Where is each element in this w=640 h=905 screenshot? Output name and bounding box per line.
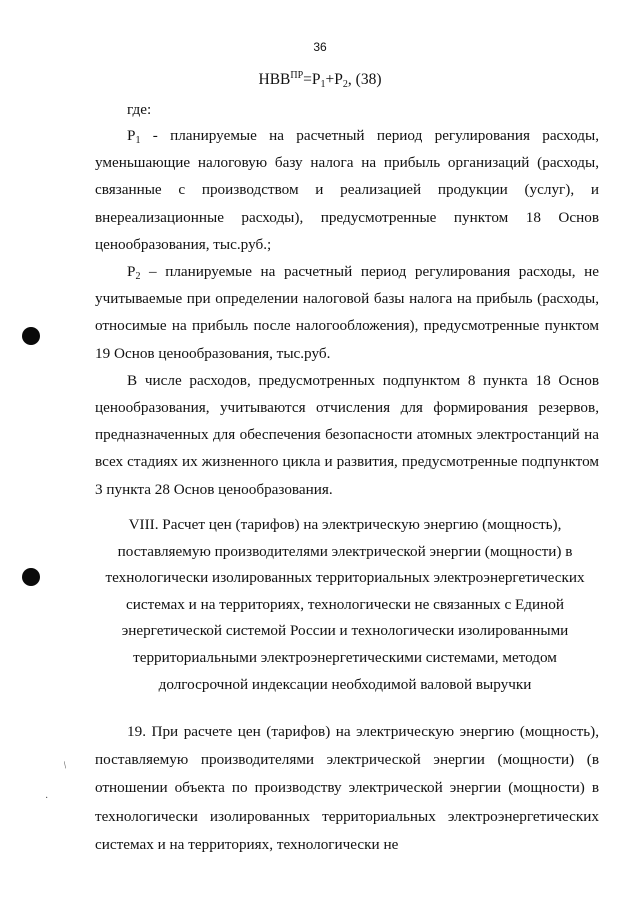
heading-line: VIII. Расчет цен (тарифов) на электрическую энергию (мощность), xyxy=(128,516,562,533)
p2-text: – планируемые на расчетный период регулирования расходы, не учитываемые при определении налоговой базы налога на прибыль (расходы, относимые на прибыль после налогообложения), предусмотренные пунктом 19 Основ ценообразования, тыс.руб. xyxy=(95,263,599,362)
p2-symbol: P xyxy=(127,263,136,281)
formula-38 xyxy=(0,70,640,90)
p2-subscript: 2 xyxy=(135,271,141,283)
definitions-block xyxy=(95,122,599,503)
p1-subscript: 1 xyxy=(135,135,141,146)
formula-eq: =P xyxy=(303,71,321,88)
paragraph-19-block xyxy=(95,718,599,859)
heading-line: системах и на территориях, технологически не связанных с Единой xyxy=(126,595,564,613)
formula-lhs: НВВ xyxy=(258,71,291,88)
punch-hole xyxy=(22,327,40,345)
formula-sub-2: 2 xyxy=(342,79,348,90)
section-heading-viii xyxy=(80,512,610,698)
heading-line: поставляемую производителями электрической энергии (мощности) в xyxy=(117,542,573,560)
paragraph-p1 xyxy=(95,122,599,258)
scan-artifact-mark: / xyxy=(61,760,70,771)
paragraph-reserves: В числе расходов, предусмотренных подпунктом 8 пункта 18 Основ ценообразования, учитываются отчисления для формирования резервов, предназначенных для обеспечения безопасности атомных электростанций на всех стадиях их жизненного цикла и развития, предусмотренные подпунктом 3 пункта 28 Основ ценообразования. xyxy=(95,371,599,498)
paragraph-p2 xyxy=(95,258,599,367)
scan-artifact-mark: · xyxy=(45,793,49,804)
where-label-block xyxy=(95,96,599,123)
punch-hole xyxy=(22,568,40,586)
p1-symbol: P xyxy=(127,127,136,144)
page-number: 36 xyxy=(313,40,327,54)
paragraph-19: 19. При расчете цен (тарифов) на электрическую энергию (мощность), поставляемую производителями электрической энергии (мощности) (в отношении объекта по производству электрической энергии (мощности) в технологически изолированных территориальных электроэнергетических системах и на территориях, технологически не xyxy=(95,723,599,853)
where-label: где: xyxy=(127,101,152,118)
heading-line: энергетической системой России и технологически изолированными xyxy=(121,622,569,640)
heading-line: технологически изолированных территориальных электроэнергетических xyxy=(105,569,585,587)
heading-line: территориальными электроэнергетическими системами, методом xyxy=(133,648,557,666)
formula-number: , (38) xyxy=(347,71,382,88)
formula-lhs-superscript: ПР xyxy=(290,70,304,81)
p1-text: - планируемые на расчетный период регулирования расходы, уменьшающие налоговую базу налога на прибыль организаций (расходы, связанные с производством и реализацией продукции (услуг), и внереализационные расходы), предусмотренные пунктом 18 Основ ценообразования, тыс.руб.; xyxy=(95,127,599,253)
formula-plus: +P xyxy=(325,71,343,88)
heading-line: долгосрочной индексации необходимой валовой выручки xyxy=(158,675,532,693)
formula-sub-1: 1 xyxy=(320,79,326,90)
